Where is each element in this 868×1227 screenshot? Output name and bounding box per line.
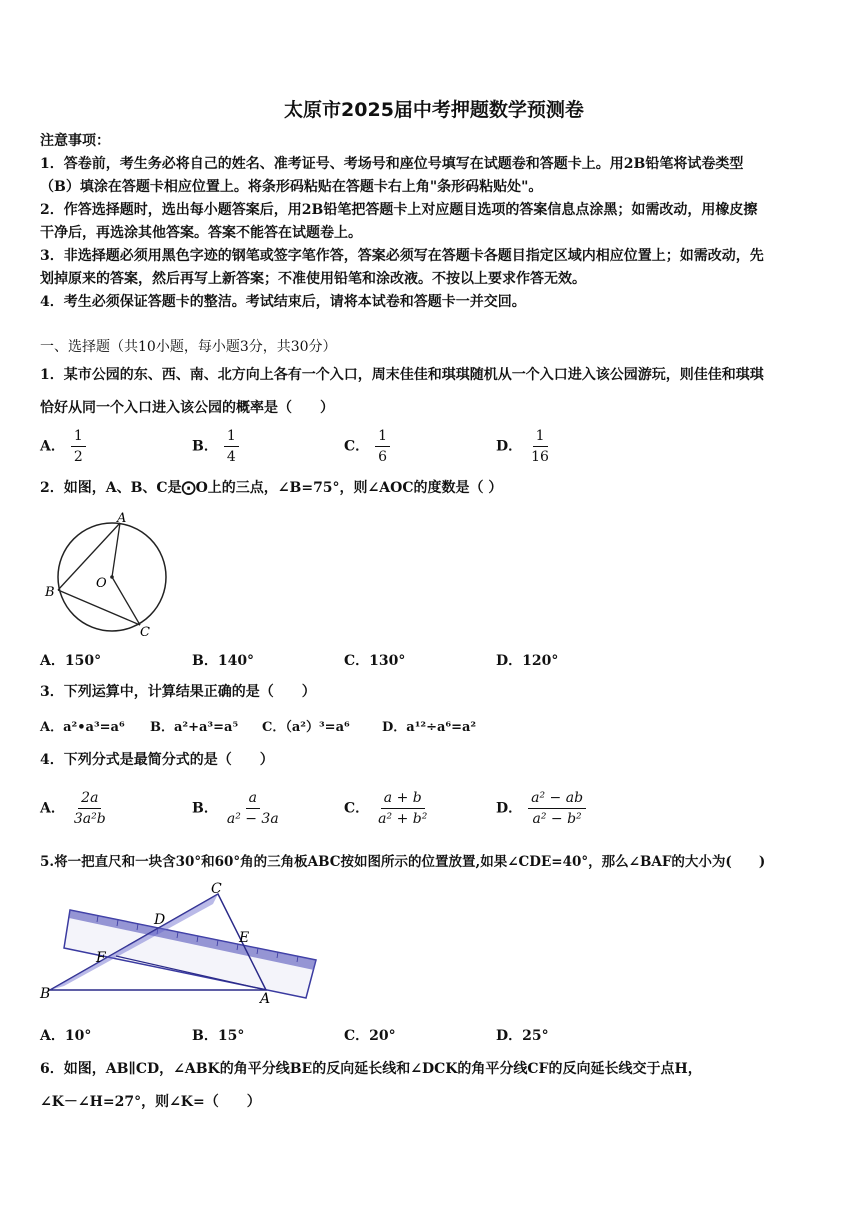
question-1-text: 1．某市公园的东、西、南、北方向上各有一个入口，周末佳佳和琪琪随机从一个入口进入该公园游玩，则佳佳和琪琪 [40, 367, 764, 383]
section-heading: 一、选择题（共10小题，每小题3分，共30分） [40, 339, 337, 355]
center-point [110, 575, 114, 579]
segment-bc [58, 590, 140, 625]
notice-heading: 注意事项： [40, 133, 110, 149]
question-5-text: 5.将一把直尺和一块含30°和60°角的三角板ABC按如图所示的位置放置,如果∠CDE=40°，那么∠BAF的大小为( ) [40, 854, 766, 870]
q3-option-a[interactable]: A．a²•a³=a⁶ [40, 720, 125, 735]
notice-line: 划掉原来的答案，然后再写上新答案；不准使用铅笔和涂改液。不按以上要求作答无效。 [40, 271, 586, 287]
question-1-text: 恰好从同一个入口进入该公园的概率是（ ） [40, 400, 334, 416]
notice-line: 1．答卷前，考生务必将自己的姓名、准考证号、考场号和座位号填写在试题卷和答题卡上。用2B铅笔将试卷类型 [40, 156, 744, 172]
q4-option-a[interactable]: A． $\frac{2a}{\text{3a²b}}$ [40, 790, 106, 827]
segment-ab [58, 523, 120, 590]
q5-option-d[interactable]: D．25° [496, 1028, 549, 1044]
page-title: 太原市2025届中考押题数学预测卷 [284, 99, 584, 121]
ruler-triangle-diagram [38, 880, 328, 1010]
q4-option-d[interactable]: D． $\frac{\text{a² − ab}}{\text{a² − b²}}$ [496, 790, 586, 827]
q1-option-a[interactable]: A． $\frac{1}{2}$ [40, 428, 86, 465]
q3-option-b[interactable]: B．a²+a³=a⁵ [150, 720, 239, 735]
q2-option-d[interactable]: D．120° [496, 653, 559, 669]
circle-diagram [40, 505, 180, 640]
segment-oc [112, 577, 140, 625]
question-4-text: 4．下列分式是最简分式的是（ ） [40, 752, 274, 768]
question-6-text: 6．如图，AB∥CD，∠ABK的角平分线BE的反向延长线和∠DCK的角平分线CF的反向延长线交于点H， [40, 1061, 702, 1077]
label-e: E [239, 930, 250, 946]
question-3-text: 3．下列运算中，计算结果正确的是（ ） [40, 684, 316, 700]
label-b: B [40, 986, 51, 1002]
q4-option-b[interactable]: B． $\frac{a}{\text{a² − 3a}}$ [192, 790, 279, 827]
label-b: B [45, 585, 55, 600]
q2-option-b[interactable]: B．140° [192, 653, 255, 669]
question-2-text: 2．如图，A、B、C是⨀O上的三点，∠B=75°，则∠AOC的度数是（ ） [40, 480, 503, 496]
label-d: D [154, 912, 166, 928]
q2-option-a[interactable]: A．150° [40, 653, 102, 669]
q5-option-c[interactable]: C．20° [344, 1028, 396, 1044]
q3-option-d[interactable]: D．a¹²÷a⁶=a² [382, 720, 477, 735]
notice-line: 干净后，再选涂其他答案。答案不能答在试题卷上。 [40, 225, 362, 241]
q1-option-c[interactable]: C． $\frac{1}{6}$ [344, 428, 390, 465]
label-a: A [117, 511, 127, 526]
notice-line: （B）填涂在答题卡相应位置上。将条形码粘贴在答题卡右上角"条形码粘贴处"。 [40, 179, 543, 195]
q2-option-c[interactable]: C．130° [344, 653, 406, 669]
q3-option-c[interactable]: C．（a²）³=a⁶ [262, 720, 350, 735]
label-c: C [140, 625, 150, 640]
notice-line: 4．考生必须保证答题卡的整洁。考试结束后，请将本试卷和答题卡一并交回。 [40, 294, 526, 310]
q1-option-b[interactable]: B． $\frac{1}{4}$ [192, 428, 239, 465]
q5-option-a[interactable]: A．10° [40, 1028, 92, 1044]
label-f: F [96, 950, 106, 966]
label-o: O [96, 576, 107, 591]
q1-option-d[interactable]: D． $\frac{1}{16}$ [496, 428, 549, 465]
question-6-text: ∠K－∠H=27°，则∠K=（ ） [40, 1094, 261, 1110]
notice-line: 2．作答选择题时，选出每小题答案后，用2B铅笔把答题卡上对应题目选项的答案信息点涂黑；如需改动，用橡皮擦 [40, 202, 758, 218]
label-a: A [260, 991, 271, 1007]
q5-option-b[interactable]: B．15° [192, 1028, 245, 1044]
notice-line: 3．非选择题必须用黑色字迹的钢笔或签字笔作答，答案必须写在答题卡各题目指定区域内相应位置上；如需改动，先 [40, 248, 764, 264]
label-c: C [211, 881, 222, 897]
q4-option-c[interactable]: C． $\frac{a + b}{\text{a² + b²}}$ [344, 790, 428, 827]
